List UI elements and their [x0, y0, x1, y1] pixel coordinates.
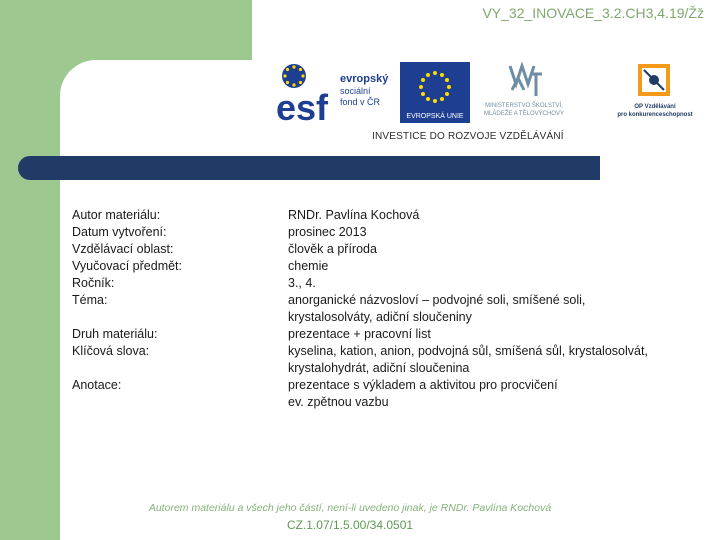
info-value: RNDr. Pavlína Kochová: [288, 208, 420, 222]
info-row-subject: [72, 258, 712, 275]
info-row-material-type: [72, 326, 712, 343]
info-value: člověk a příroda: [288, 242, 377, 256]
metadata-table: [72, 207, 712, 411]
esf-logo: [274, 60, 390, 124]
esf-letters: esf: [276, 87, 329, 124]
info-row-date: [72, 224, 712, 241]
info-value: prosinec 2013: [288, 225, 367, 239]
info-label: Druh materiálu:: [72, 327, 158, 341]
info-row-annotation: [72, 377, 712, 411]
eu-label: EVROPSKÁ UNIE: [400, 111, 470, 123]
info-row-keywords: [72, 343, 712, 377]
info-row-author: [72, 207, 712, 224]
info-label: Vzdělávací oblast:: [72, 242, 174, 256]
info-label: Datum vytvoření:: [72, 225, 167, 239]
svg-text:sociální: sociální: [340, 86, 371, 96]
info-label: Klíčová slova:: [72, 344, 150, 358]
info-value: chemie: [288, 259, 329, 273]
info-label: Autor materiálu:: [72, 208, 161, 222]
info-value: prezentace s výkladem a aktivitou pro procvičení ev. zpětnou vazbu: [288, 378, 558, 409]
info-row-topic: [72, 292, 712, 326]
svg-text:fond v ČR: fond v ČR: [340, 97, 381, 107]
info-label: Téma:: [72, 293, 108, 307]
title-divider-bar: [18, 156, 600, 180]
authorship-note: Autorem materiálu a všech jeho částí, není-li uvedeno jinak, je RNDr. Pavlína Kochová: [148, 502, 552, 514]
svg-text:evropský: evropský: [340, 73, 389, 85]
info-label: Anotace:: [72, 378, 122, 392]
eu-flag-logo: [400, 62, 470, 112]
document-code: VY_32_INOVACE_3.2.CH3,4.19/Žž: [482, 5, 704, 21]
info-row-area: [72, 241, 712, 258]
logo-strip: [270, 58, 710, 148]
msmt-text: MINISTERSTVO ŠKOLSTVÍ, MLÁDEŽE A TĚLOVÝCHOVY: [484, 103, 564, 117]
op-text: OP Vzdělávání pro konkurenceschopnost: [617, 104, 693, 118]
info-value: 3., 4.: [288, 276, 316, 290]
investice-tagline: INVESTICE DO ROZVOJE VZDĚLÁVÁNÍ: [372, 131, 564, 142]
info-value: prezentace + pracovní list: [288, 327, 431, 341]
info-label: Vyučovací předmět:: [72, 259, 183, 273]
project-code: CZ.1.07/1.5.00/34.0501: [286, 518, 414, 532]
info-label: Ročník:: [72, 276, 115, 290]
info-row-grade: [72, 275, 712, 292]
info-value: anorganické názvosloví – podvojné soli, smíšené soli, krystalosolváty, adiční sloučeniny: [288, 293, 586, 324]
info-value: kyselina, kation, anion, podvojná sůl, smíšená sůl, krystalosolvát, krystalohydrát, adiční sloučenina: [288, 344, 648, 375]
